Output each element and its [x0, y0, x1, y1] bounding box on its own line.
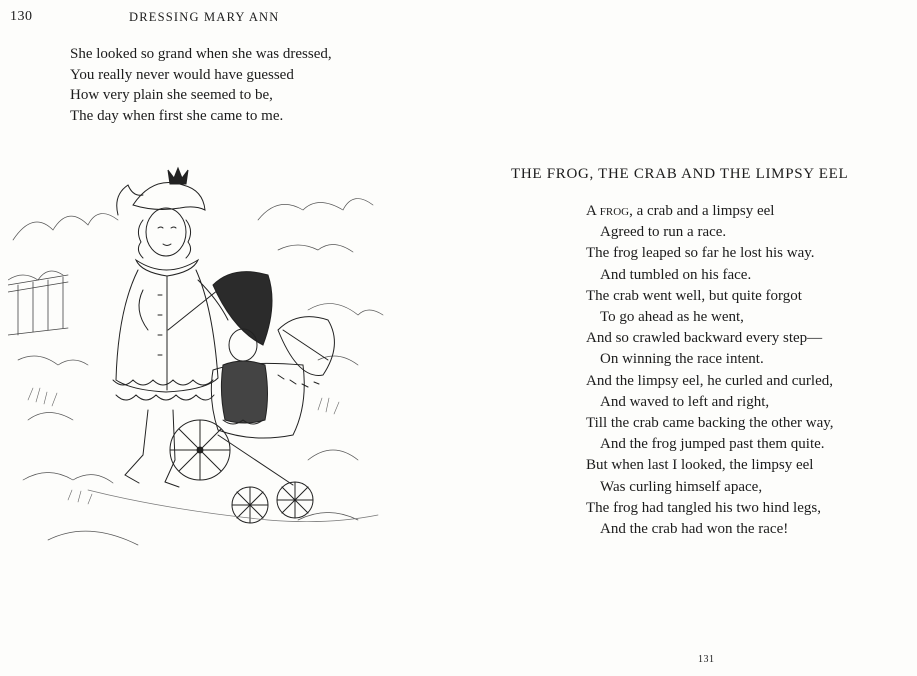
poem-line: And waved to left and right,	[600, 393, 770, 410]
girl-with-doll-carriage-engraving	[8, 160, 388, 560]
poem-line: To go ahead as he went,	[600, 309, 744, 326]
poem-line: And the frog jumped past them quite.	[600, 436, 825, 453]
page-number-right: 131	[698, 654, 715, 665]
verse-line: You really never would have guessed	[70, 66, 294, 83]
poem-line: Was curling himself apace,	[600, 478, 763, 495]
poem-first-line-rest: a crab and a limpsy eel	[632, 203, 775, 219]
verse-line: She looked so grand when she was dressed,	[70, 46, 332, 62]
verse-line: The day when first she came to me.	[70, 107, 284, 124]
poem-line	[586, 201, 834, 222]
poem-line: And so crawled backward every step—	[586, 330, 823, 347]
running-head: DRESSING MARY ANN	[129, 10, 280, 24]
verse-stanza	[70, 44, 332, 126]
poem-body	[586, 201, 834, 540]
verse-line: How very plain she seemed to be,	[70, 87, 273, 103]
poem-title: THE FROG, THE CRAB AND THE LIMPSY EEL	[511, 166, 849, 182]
poem-line: Agreed to run a race.	[600, 224, 727, 241]
poem-line: The frog leaped so far he lost his way.	[586, 245, 815, 262]
page-number-left: 130	[10, 9, 33, 24]
poem-line: On winning the race intent.	[600, 351, 764, 368]
poem-first-word: A frog,	[586, 203, 633, 219]
poem-line: And tumbled on his face.	[600, 266, 752, 283]
poem-line: Till the crab came backing the other way,	[586, 415, 834, 432]
poem-line: And the limpsy eel, he curled and curled,	[586, 372, 834, 389]
poem-line: And the crab had won the race!	[600, 521, 789, 538]
poem-line: But when last I looked, the limpsy eel	[586, 457, 814, 474]
poem-line: The crab went well, but quite forgot	[586, 287, 802, 304]
poem-line: The frog had tangled his two hind legs,	[586, 499, 821, 516]
